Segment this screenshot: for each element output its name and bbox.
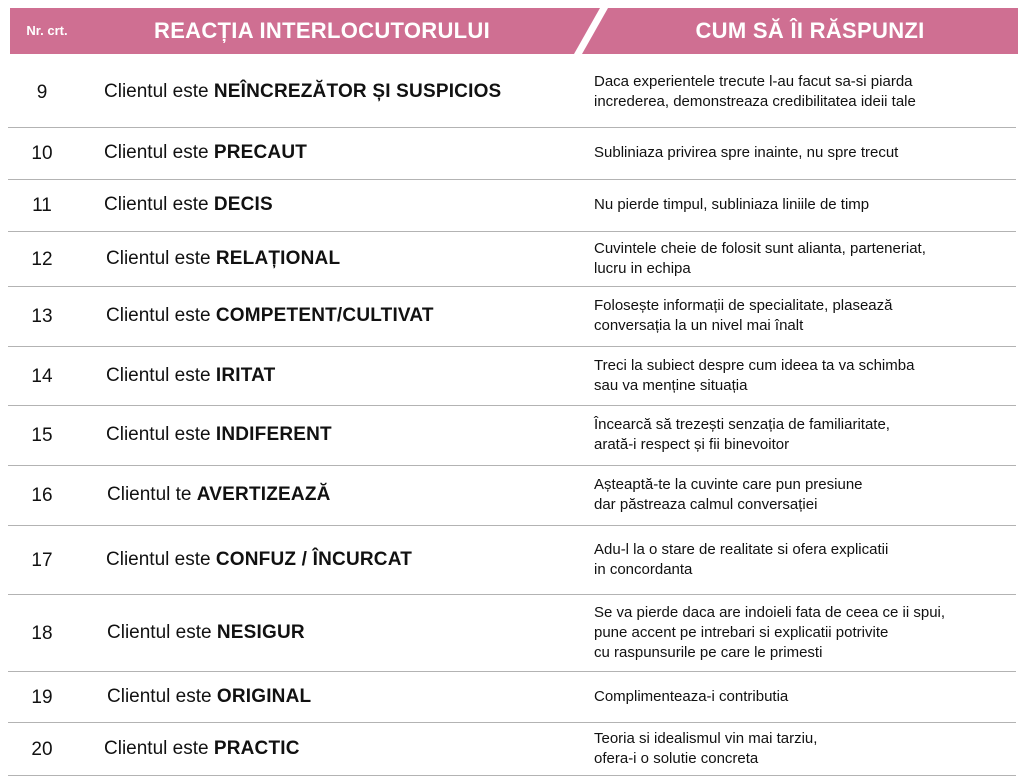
response-line: conversația la un nivel mai înalt xyxy=(594,317,804,334)
row-reaction xyxy=(107,484,331,506)
table-row xyxy=(8,232,1016,287)
table-row xyxy=(8,526,1016,595)
row-response xyxy=(594,415,1014,455)
reaction-trait: ORIGINAL xyxy=(216,685,312,707)
table-row xyxy=(8,180,1016,232)
row-reaction xyxy=(106,549,412,571)
reaction-prefix: Clientul este xyxy=(107,621,212,643)
row-reaction xyxy=(106,305,434,327)
table-row xyxy=(8,406,1016,466)
reaction-trait: NEÎNCREZĂTOR ȘI SUSPICIOS xyxy=(213,81,502,102)
row-reaction xyxy=(104,194,273,216)
row-number: 20 xyxy=(31,738,53,760)
table-header xyxy=(10,8,1018,54)
response-line: Nu pierde timpul, subliniaza liniile de timp xyxy=(594,196,870,213)
row-response xyxy=(594,356,1014,396)
row-response xyxy=(594,540,1014,580)
response-line: sau va menține situația xyxy=(594,376,748,394)
table-row xyxy=(8,58,1016,128)
row-reaction xyxy=(106,424,332,446)
row-number: 17 xyxy=(31,549,53,571)
reaction-prefix: Clientul este xyxy=(106,424,211,445)
response-line: Teoria si idealismul vin mai tarziu, xyxy=(594,729,818,747)
row-reaction xyxy=(107,686,311,708)
row-response xyxy=(594,296,1014,336)
response-line: Așteaptă-te la cuvinte care pun presiune xyxy=(594,476,863,493)
reaction-trait: IRITAT xyxy=(215,364,276,386)
header-response: CUM SĂ ÎI RĂSPUNZI xyxy=(695,18,925,43)
response-line: dar păstreaza calmul conversației xyxy=(594,496,818,513)
row-response xyxy=(594,143,1014,163)
row-number: 9 xyxy=(36,82,48,103)
table-row xyxy=(8,595,1016,672)
reaction-prefix: Clientul este xyxy=(104,194,209,215)
row-response xyxy=(594,239,1014,279)
row-reaction xyxy=(104,81,501,103)
reaction-prefix: Clientul este xyxy=(107,685,212,707)
row-number: 16 xyxy=(31,485,53,506)
reaction-prefix: Clientul este xyxy=(106,364,211,386)
row-reaction xyxy=(104,142,307,164)
row-response xyxy=(594,603,1014,663)
response-line: Daca experientele trecute l-au facut sa-si piarda xyxy=(594,73,913,90)
reaction-trait: RELAȚIONAL xyxy=(215,247,341,269)
reaction-trait: NESIGUR xyxy=(216,621,305,643)
table-row xyxy=(8,128,1016,180)
response-line: in concordanta xyxy=(594,560,693,578)
table-row xyxy=(8,723,1016,776)
reaction-prefix: Clientul este xyxy=(104,81,209,102)
row-reaction xyxy=(107,622,305,644)
row-response xyxy=(594,475,1014,515)
response-line: Adu-l la o stare de realitate si ofera explicatii xyxy=(594,540,889,558)
reaction-prefix: Clientul este xyxy=(106,548,211,570)
response-line: arată-i respect și fii binevoitor xyxy=(594,436,790,453)
row-number: 18 xyxy=(31,622,53,644)
row-response xyxy=(594,687,1014,707)
reaction-trait: DECIS xyxy=(213,194,273,215)
reaction-prefix: Clientul este xyxy=(106,305,211,326)
row-number: 15 xyxy=(31,425,53,446)
reaction-prefix: Clientul este xyxy=(106,247,211,269)
row-number: 19 xyxy=(31,686,53,708)
table-row xyxy=(8,672,1016,723)
response-line: Complimenteaza-i contributia xyxy=(594,687,789,705)
reaction-trait: AVERTIZEAZĂ xyxy=(196,484,331,505)
response-line: Subliniaza privirea spre inainte, nu spre trecut xyxy=(594,144,899,161)
response-line: cu raspunsurile pe care le primesti xyxy=(594,643,823,661)
row-response xyxy=(594,729,1014,769)
table-row xyxy=(8,466,1016,526)
table-row xyxy=(8,347,1016,406)
reaction-trait: INDIFERENT xyxy=(215,424,332,445)
row-number: 14 xyxy=(31,365,53,387)
response-line: Cuvintele cheie de folosit sunt alianta, parteneriat, xyxy=(594,239,926,257)
reaction-trait: CONFUZ / ÎNCURCAT xyxy=(215,548,413,570)
reaction-trait: COMPETENT/CULTIVAT xyxy=(215,305,434,326)
response-line: Încearcă să trezești senzația de familiaritate, xyxy=(594,416,890,433)
header-nr-crt: Nr. crt. xyxy=(26,23,68,38)
response-line: Folosește informații de specialitate, plasează xyxy=(594,297,893,314)
table-row xyxy=(8,287,1016,347)
response-line: Treci la subiect despre cum ideea ta va schimba xyxy=(594,356,915,374)
reaction-prefix: Clientul este xyxy=(104,737,209,759)
row-reaction xyxy=(106,365,275,387)
response-line: ofera-i o solutie concreta xyxy=(594,749,759,767)
row-number: 10 xyxy=(31,143,53,164)
row-number: 11 xyxy=(32,195,52,216)
row-reaction xyxy=(104,738,300,760)
row-reaction xyxy=(106,248,340,270)
row-number: 13 xyxy=(31,306,53,327)
response-line: increderea, demonstreaza credibilitatea ideii tale xyxy=(594,93,916,110)
row-response xyxy=(594,72,1014,112)
reaction-trait: PRECAUT xyxy=(213,142,308,163)
reaction-trait: PRACTIC xyxy=(213,737,300,759)
row-response xyxy=(594,195,1014,215)
header-reaction: REACȚIA INTERLOCUTORULUI xyxy=(154,18,490,43)
reaction-prefix: Clientul te xyxy=(107,484,192,505)
row-number: 12 xyxy=(31,248,53,270)
response-line: pune accent pe intrebari si explicatii potrivite xyxy=(594,623,889,641)
response-line: lucru in echipa xyxy=(594,259,691,277)
reaction-prefix: Clientul este xyxy=(104,142,209,163)
response-line: Se va pierde daca are indoieli fata de ceea ce ii spui, xyxy=(594,603,946,621)
